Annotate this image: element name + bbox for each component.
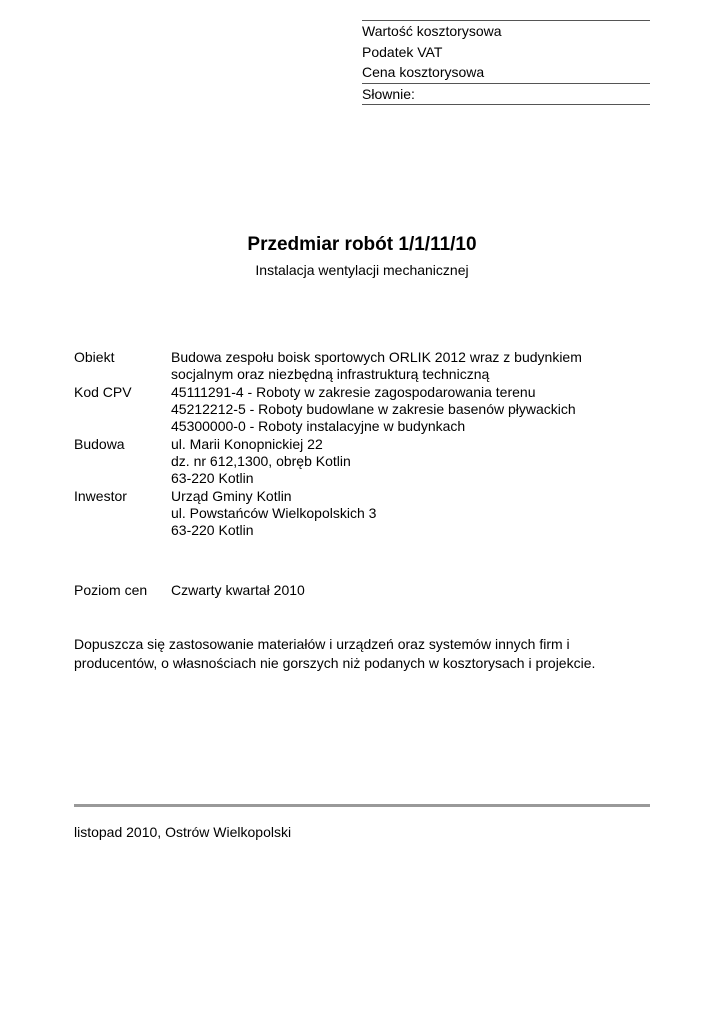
investor-value (171, 488, 654, 539)
summary-bottom-rule (362, 104, 650, 105)
price-level-value: Czwarty kwartał 2010 (171, 582, 305, 598)
site-label: Budowa (74, 436, 125, 452)
cpv-line: 45300000-0 - Roboty instalacyjne w budynkach (171, 418, 466, 434)
project-details (74, 349, 654, 540)
site-line: ul. Marii Konopnickiej 22 (171, 436, 323, 452)
summary-cost-value-label: Wartość kosztorysowa (362, 23, 502, 39)
object-label: Obiekt (74, 349, 115, 365)
detail-row-site (74, 436, 654, 487)
note-line: producentów, o własnościach nie gorszych niż podanych w kosztorysach i projekcie. (74, 654, 596, 671)
investor-line: 63-220 Kotlin (171, 522, 254, 538)
footer-divider (74, 804, 650, 807)
detail-row-object (74, 349, 654, 383)
investor-label: Inwestor (74, 488, 127, 504)
site-line: 63-220 Kotlin (171, 470, 254, 486)
object-value (171, 349, 654, 383)
summary-in-words-label: Słownie: (362, 85, 415, 102)
substitution-note (74, 635, 664, 672)
footer-date-place: listopad 2010, Ostrów Wielkopolski (74, 824, 292, 840)
site-line: dz. nr 612,1300, obręb Kotlin (171, 453, 351, 469)
investor-line: Urząd Gminy Kotlin (171, 488, 292, 504)
document-subtitle: Instalacja wentylacji mechanicznej (255, 262, 469, 278)
detail-row-cpv (74, 384, 654, 435)
summary-cost-price-label: Cena kosztorysowa (362, 64, 485, 80)
price-level-row (74, 582, 305, 599)
cpv-value (171, 384, 654, 435)
site-value (171, 436, 654, 487)
price-level-label: Poziom cen (74, 582, 148, 598)
note-line: Dopuszcza się zastosowanie materiałów i urządzeń oraz systemów innych firm i (74, 636, 570, 652)
object-line: Budowa zespołu boisk sportowych ORLIK 2012 wraz z budynkiem (171, 349, 582, 365)
document-title: Przedmiar robót 1/1/11/10 (247, 234, 477, 255)
cost-summary-box (362, 20, 650, 105)
cpv-line: 45212212-5 - Roboty budowlane w zakresie basenów pływackich (171, 401, 576, 417)
summary-vat-label: Podatek VAT (362, 43, 443, 60)
detail-row-investor (74, 488, 654, 539)
cpv-line: 45111291-4 - Roboty w zakresie zagospodarowania terenu (171, 384, 536, 400)
investor-line: ul. Powstańców Wielkopolskich 3 (171, 505, 377, 521)
object-line: socjalnym oraz niezbędną infrastrukturą techniczną (171, 366, 490, 382)
cpv-label: Kod CPV (74, 384, 132, 400)
